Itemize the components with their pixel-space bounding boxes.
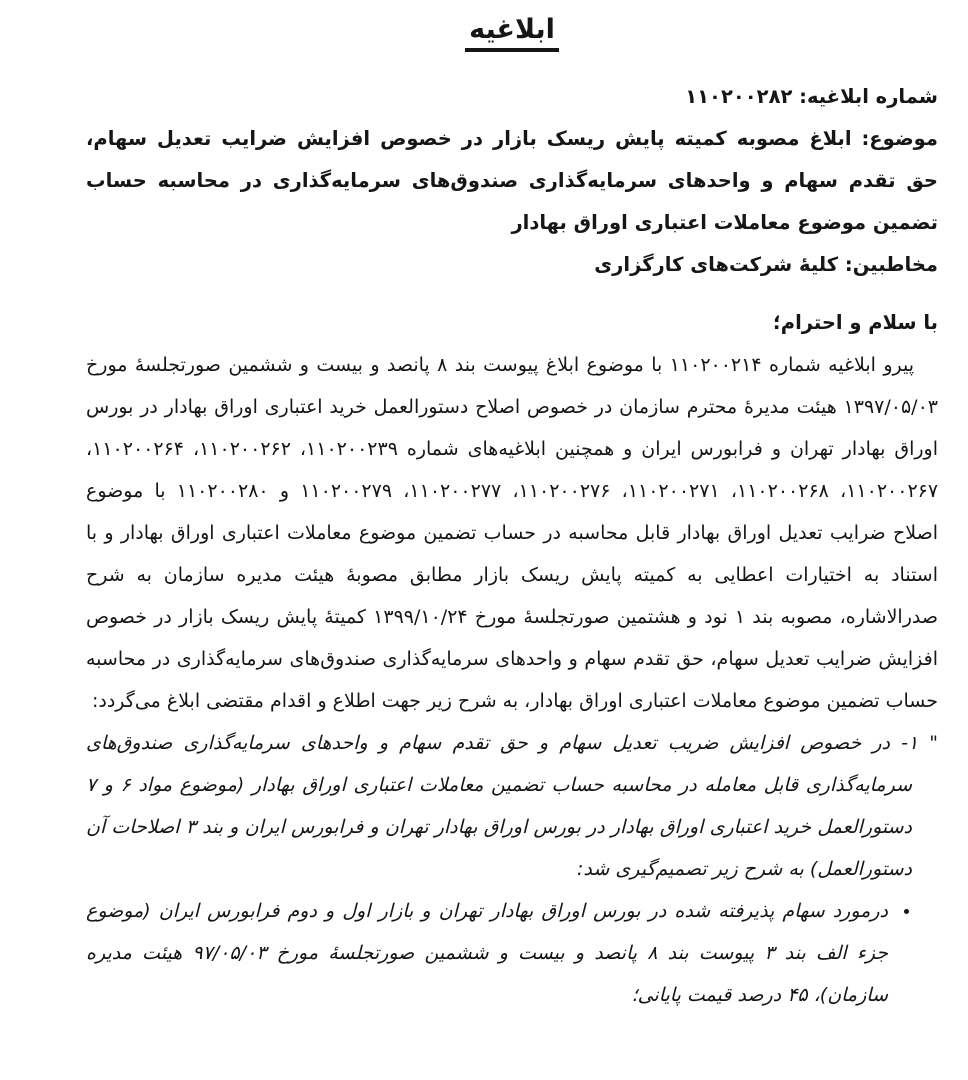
page-title [86,14,938,52]
addressees-label: مخاطبین: [844,253,938,276]
notification-number-value: ۱۱۰۲۰۰۲۸۲ [685,85,793,108]
addressees-text: کلیهٔ شرکت‌های کارگزاری [594,253,839,276]
notification-number-line [86,76,938,118]
addressees-line [86,244,938,286]
body-paragraph: پیرو ابلاغیه شماره ۱۱۰۲۰۰۲۱۴ با موضوع ابلاغ پیوست بند ۸ پانصد و بیست و ششمین صورتجلسهٔ مورخ ۱۳۹۷/۰۵/۰۳ هیئت مدیرهٔ محترم سازمان در خصوص اصلاح دستورالعمل خرید اعتباری اوراق بهادار در بورس اوراق بهادار تهران و فرابورس ایران و همچنین ابلاغیه‌های شماره ۱۱۰۲۰۰۲۳۹، ۱۱۰۲۰۰۲۶۲، ۱۱۰۲۰۰۲۶۴، ۱۱۰۲۰۰۲۶۷، ۱۱۰۲۰۰۲۶۸، ۱۱۰۲۰۰۲۷۱، ۱۱۰۲۰۰۲۷۶، ۱۱۰۲۰۰۲۷۷، ۱۱۰۲۰۰۲۷۹ و ۱۱۰۲۰۰۲۸۰ با موضوع اصلاح ضرایب تعدیل اوراق بهادار قابل محاسبه در حساب تضمین موضوع معاملات اعتباری اوراق بهادار و با استناد به اختیارات اعطایی به کمیته پایش ریسک بازار مطابق مصوبهٔ هیئت مدیره سازمان به شرح صدرالاشاره، مصوبه بند ۱ نود و هشتمین صورتجلسهٔ مورخ ۱۳۹۹/۱۰/۲۴ کمیتهٔ پایش ریسک بازار در خصوص افزایش ضرایب تعدیل سهام، حق تقدم سهام و واحدهای سرمایه‌گذاری صندوق‌های سرمایه‌گذاری در محاسبه حساب تضمین موضوع معاملات اعتباری اوراق بهادار، به شرح زیر جهت اطلاع و اقدام مقتضی ابلاغ می‌گردد: [86,354,939,712]
subject-text: ابلاغ مصوبه کمیته پایش ریسک بازار در خصوص افزایش ضرایب تعدیل سهام، حق تقدم سهام و واحدهای سرمایه‌گذاری صندوق‌های سرمایه‌گذاری در محاسبه حساب تضمین موضوع معاملات اعتباری اوراق بهادار [86,127,938,234]
resolution-item-1: " ۱- در خصوص افزایش ضریب تعدیل سهام و حق تقدم سهام و واحدهای سرمایه‌گذاری صندوق‌های سرمایه‌گذاری قابل معامله در محاسبه حساب تضمین معاملات اعتباری اوراق بهادار (موضوع مواد ۶ و ۷ دستورالعمل خرید اعتباری اوراق بهادار در بورس اوراق بهادار تهران و فرابورس ایران و بند ۳ اصلاحات آن دستورالعمل) به شرح زیر تصمیم‌گیری شد: [86,732,938,880]
page-title-text: ابلاغیه [465,14,559,52]
subject-line [86,118,938,244]
bullet-item: • درمورد سهام پذیرفته شده در بورس اوراق بهادار تهران و بازار اول و دوم فرابورس ایران (موضوع جزء الف بند ۳ پیوست بند ۸ پانصد و بیست و ششمین صورتجلسهٔ مورخ ۹۷/۰۵/۰۳ هیئت مدیره سازمان)، ۴۵ درصد قیمت پایانی؛ [86,890,892,1016]
salutation: با سلام و احترام؛ [772,311,938,334]
subject-label: موضوع: [861,127,938,150]
notification-number-label: شماره ابلاغیه: [799,85,938,108]
resolution-bullet-list [86,890,938,1016]
